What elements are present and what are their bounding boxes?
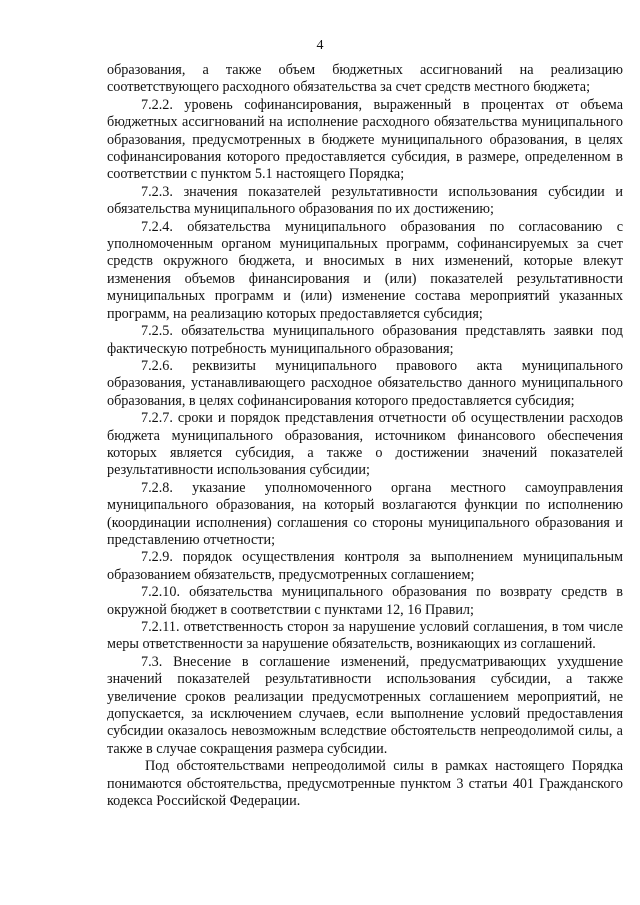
paragraph-7-2-6: 7.2.6. реквизиты муниципального правового акта муниципального образования, устанавливающего расходное обязательство данного муниципального образования, в целях софинансирования которого предоставляется субсидия; xyxy=(107,357,623,409)
paragraph-7-2-11: 7.2.11. ответственность сторон за нарушение условий соглашения, в том числе меры ответственности за нарушение обязательств, возникающих из соглашений. xyxy=(107,619,623,653)
paragraph-7-2-8: 7.2.8. указание уполномоченного органа местного самоуправления муниципального образования, на который возлагаются функции по исполнению (координации исполнения) соглашения со стороны муниципального образования и представлению отчетности; xyxy=(107,479,623,548)
paragraph-continuation: образования, а также объем бюджетных ассигнований на реализацию соответствующего расходного обязательства за счет средств местного бюджета; xyxy=(107,62,623,96)
page-number: 4 xyxy=(316,38,324,53)
paragraph-7-2-10: 7.2.10. обязательства муниципального образования по возврату средств в окружной бюджет в соответствии с пунктами 12, 16 Правил; xyxy=(107,584,623,618)
paragraph-7-2-2: 7.2.2. уровень софинансирования, выраженный в процентах от объема бюджетных ассигнований на исполнение расходного обязательства муниципального образования, предусмотренных в бюджете муниципального образования, в целях софинансирования которого предоставляется субсидия, в размере, определенном в соответствии с пунктом 5.1 настоящего Порядка; xyxy=(107,96,623,183)
paragraph-7-2-7: 7.2.7. сроки и порядок представления отчетности об осуществлении расходов бюджета муниципального образования, источником финансового обеспечения которых является субсидия, а также о достижении значений показателей результативности использования субсидии; xyxy=(107,410,623,479)
paragraph-7-2-3: 7.2.3. значения показателей результативности использования субсидии и обязательства муниципального образования по их достижению; xyxy=(107,183,623,218)
paragraph-7-2-9: 7.2.9. порядок осуществления контроля за выполнением муниципальным образованием обязательств, предусмотренных соглашением; xyxy=(107,549,623,583)
paragraph-7-2-4: 7.2.4. обязательства муниципального образования по согласованию с уполномоченным органом муниципальных программ, софинансируемых за счет средств окружного бюджета, и вносимых в них изменений, которые влекут изменения объемов финансирования и (или) показателей результативности муниципальных программ и (или) изменение состава мероприятий указанных программ, на реализацию которых предоставляется субсидия; xyxy=(107,218,623,322)
paragraph-force-majeure: Под обстоятельствами непреодолимой силы в рамках настоящего Порядка понимаются обстоятельства, предусмотренные пунктом 3 статьи 401 Гражданского кодекса Российской Федерации. xyxy=(107,758,623,810)
paragraph-7-2-5: 7.2.5. обязательства муниципального образования представлять заявки под фактическую потребность муниципального образования; xyxy=(107,323,623,357)
document-body xyxy=(107,62,623,810)
paragraph-7-3: 7.3. Внесение в соглашение изменений, предусматривающих ухудшение значений показателей результативности использования субсидии, а также увеличение сроков реализации предусмотренных соглашением мероприятий, не допускается, за исключением случаев, если выполнение условий предоставления субсидии оказалось невозможным вследствие обстоятельств непреодолимой силы, а также в случае сокращения размера субсидии. xyxy=(107,653,623,757)
